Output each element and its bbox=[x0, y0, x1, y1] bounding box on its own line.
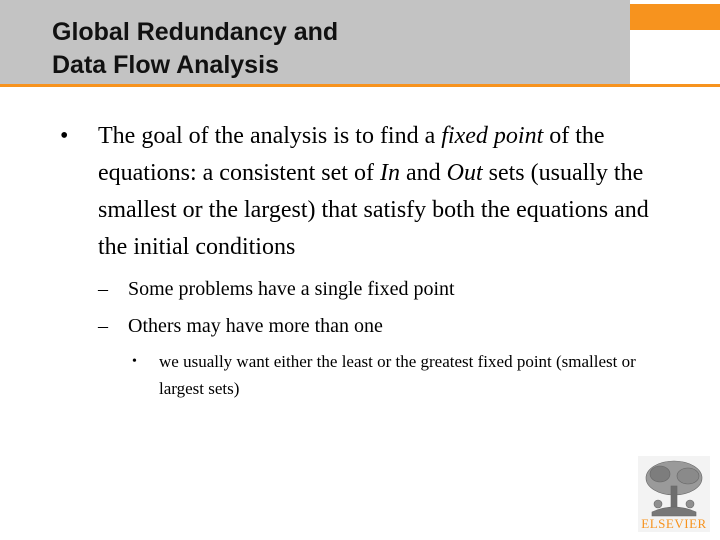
slide-title bbox=[52, 16, 612, 82]
sub-bullet-2-text: Others may have more than one bbox=[128, 315, 383, 337]
bullet-main-text bbox=[98, 118, 668, 266]
bullet-text-part: of the equations: a consistent set of bbox=[98, 123, 605, 186]
in-term: In bbox=[379, 160, 400, 186]
elsevier-logo-text: ELSEVIER bbox=[641, 516, 707, 531]
out-term: Out bbox=[446, 160, 483, 186]
bullet-marker: • bbox=[60, 123, 69, 149]
bullet-text-part: The goal of the analysis is to find a bbox=[98, 123, 442, 149]
bullet-text-part: and bbox=[399, 160, 447, 186]
accent-strip-bottom bbox=[0, 84, 720, 87]
title-line-1: Global Redundancy and bbox=[52, 18, 339, 46]
accent-strip-top bbox=[630, 4, 720, 30]
dash-marker: – bbox=[98, 315, 108, 337]
bullet-text-part: sets (usually the smallest or the largest) that satisfy both the equations and the initial conditions bbox=[98, 160, 649, 260]
title-line-2: Data Flow Analysis bbox=[52, 51, 279, 79]
bullet-marker: • bbox=[132, 354, 137, 369]
fixed-point-term: fixed point bbox=[441, 123, 544, 149]
sub-bullet-1-text: Some problems have a single fixed point bbox=[128, 278, 455, 300]
sub-sub-bullet-1-text: we usually want either the least or the greatest fixed point (smallest or largest sets) bbox=[159, 352, 636, 398]
dash-marker: – bbox=[98, 278, 108, 300]
